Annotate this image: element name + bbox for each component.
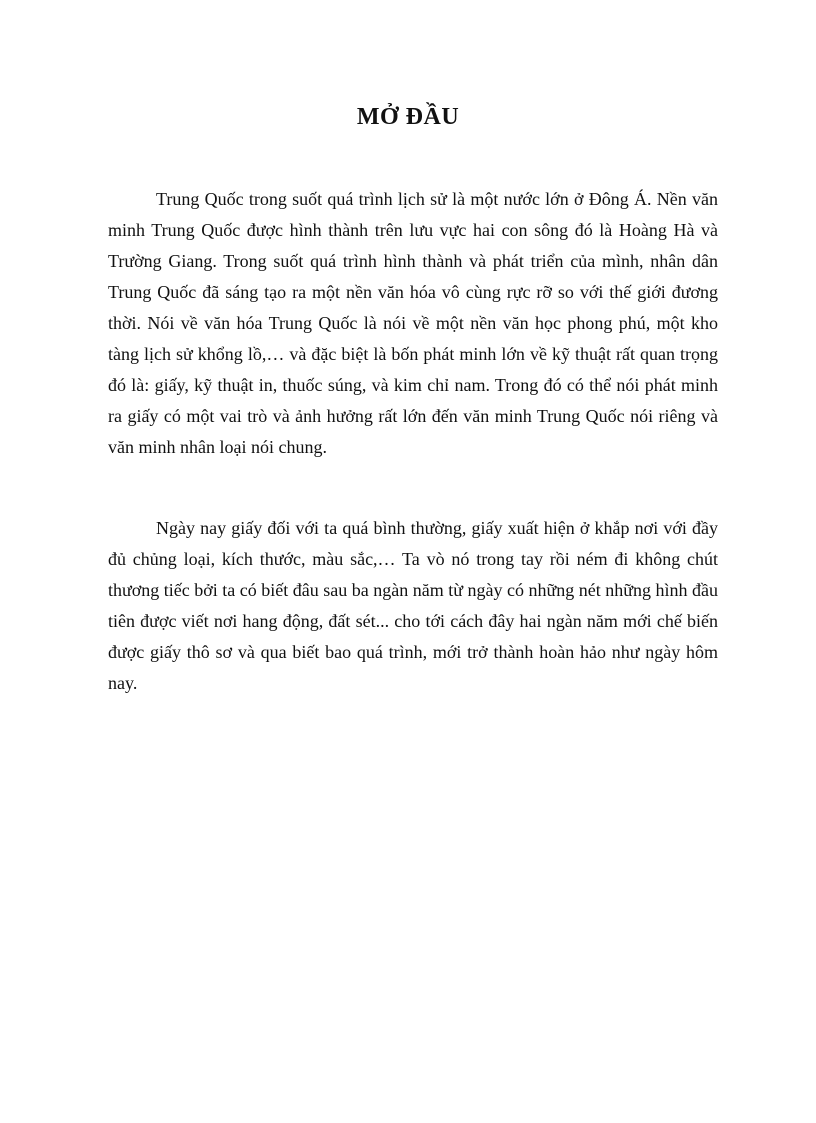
page-title: MỞ ĐẦU — [356, 104, 460, 130]
paragraph-1: Trung Quốc trong suốt quá trình lịch sử là một nước lớn ở Đông Á. Nền văn minh Trung Quốc được hình thành trên lưu vực hai con sông đó là Hoàng Hà và Trường Giang. Trong suốt quá trình hình thành và phát triển của mình, nhân dân Trung Quốc đã sáng tạo ra một nền văn hóa vô cùng rực rỡ so với thế giới đương thời. Nói về văn hóa Trung Quốc là nói về một nền văn học phong phú, một kho tàng lịch sử khổng lồ,… và đặc biệt là bốn phát minh lớn về kỹ thuật rất quan trọng đó là: giấy, kỹ thuật in, thuốc súng, và kim chỉ nam. Trong đó có thể nói phát minh ra giấy có một vai trò và ảnh hưởng rất lớn đến văn minh Trung Quốc nói riêng và văn minh nhân loại nói chung. — [108, 189, 718, 457]
paragraph-2: Ngày nay giấy đối với ta quá bình thường, giấy xuất hiện ở khắp nơi với đầy đủ chủng loại, kích thước, màu sắc,… Ta vò nó trong tay rồi ném đi không chút thương tiếc bởi ta có biết đâu sau ba ngàn năm từ ngày có những nét những hình đầu tiên được viết nơi hang động, đất sét... cho tới cách đây hai ngàn năm mới chế biến được giấy thô sơ và qua biết bao quá trình, mới trở thành hoàn hảo như ngày hôm nay. — [108, 518, 718, 693]
